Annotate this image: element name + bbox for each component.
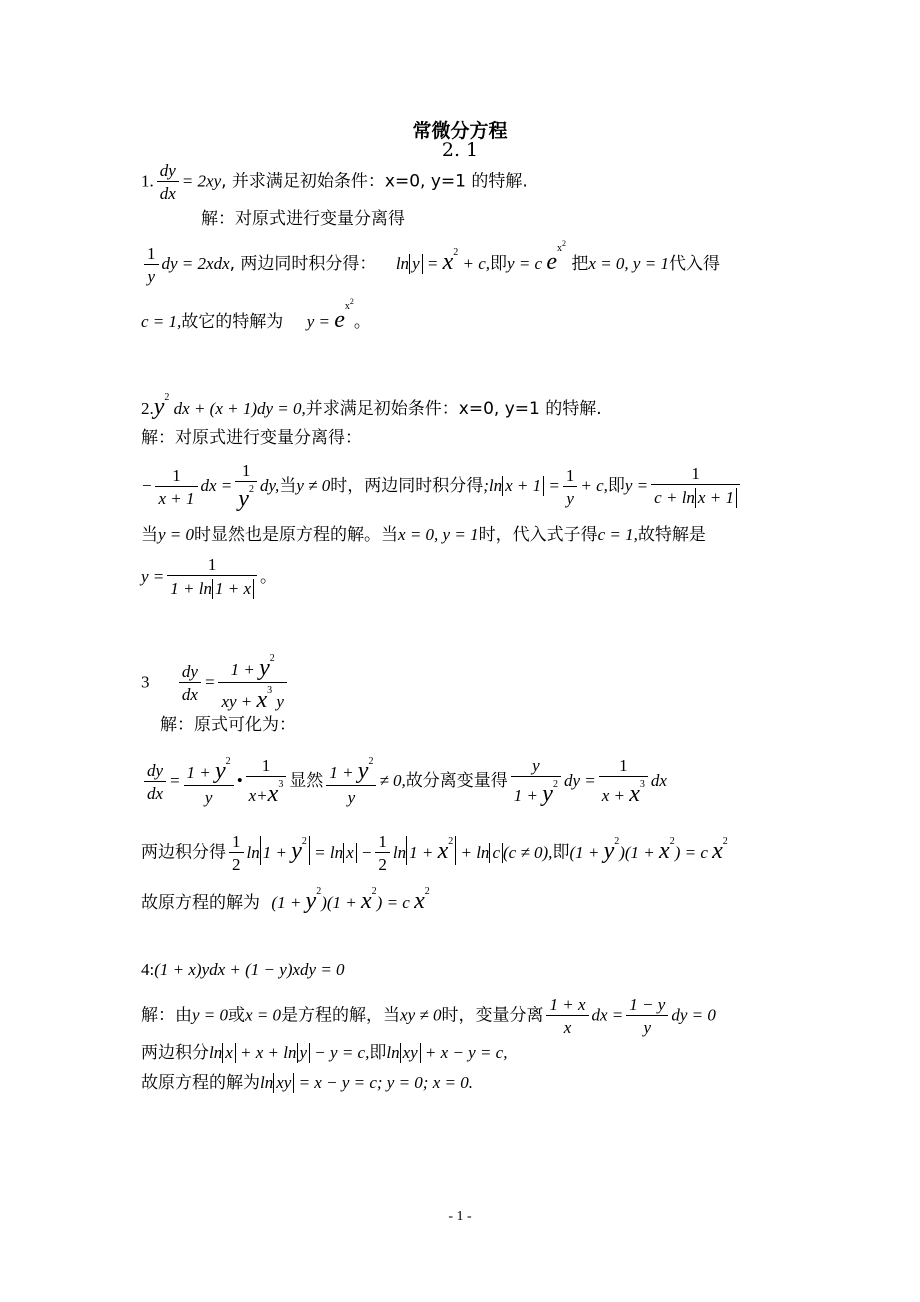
page-number: - 1 - xyxy=(448,1209,472,1224)
problem-2-solve-intro: 解：对原式进行变量分离得： xyxy=(141,428,362,448)
problem-1-integration: $\frac{1}{y}$ dy = 2xdx, 两边同时积分得： $\ln y = x^2 + c$,即y = c $e^{x^2}$ 把x = 0, y = 1代入得 xyxy=(141,240,720,285)
problem-3-solve-intro: 解：原式可化为： xyxy=(160,715,296,735)
problem-1-result: c = 1,故它的特解为 $y = e^{x^2}$。 xyxy=(141,297,371,333)
section-number: 2. 1 xyxy=(441,139,479,161)
problem-3-result: 故原方程的解为 $(1 + y^2)(1 + x^2) = c$ $x^2$ xyxy=(141,886,430,914)
problem-4-statement: 4:(1 + x)ydx + (1 − y)xdy = 0 xyxy=(141,960,345,979)
problem-4-result: 故原方程的解为ln xy = x − y = c; y = 0; x = 0. xyxy=(141,1073,473,1093)
problem-3-integration: 两边积分得 $\frac{1}{2}$ $\ln 1 + y^2 = \ln x$ − $\frac{1}{2}$ $\ln 1 + x^2 + \ln c$ (c ≠ 0),即$(1 + y^2)(1 + x^2) = c$ $x^2$ xyxy=(141,832,728,874)
problem-1-statement: 1. $\frac{dy}{dx}$ = 2xy, 并求满足初始条件：x=0, y=1 的特解. xyxy=(141,161,528,203)
problem-4-separation: 解：由y = 0或x = 0是方程的解，当xy ≠ 0时，变量分离 $\frac{1 + x}{x}$ dx = $\frac{1 - y}{y}$ dy = 0 xyxy=(141,995,716,1037)
problem-2-statement: $2.y^2$ dx + (x + 1)dy = 0,并求满足初始条件：x=0, y=1 的特解. xyxy=(141,392,602,420)
problem-3-statement: 3 $\frac{dy}{dx}$ = $\frac{1 + y^2}{xy + x^3 y}$ xyxy=(141,654,290,712)
problem-3-separation: $\frac{dy}{dx}$ = $\frac{1 + y^2}{y}$ • $\frac{1}{x+x^3}$ 显然 $\frac{1 + y^2}{y}$ ≠ 0,故分离变量得 $\frac{y}{1 + y^2}$ dy = $\frac{1}{x + x^3}$ dx xyxy=(141,757,667,806)
problem-2-integration: − $\frac{1}{x + 1}$ dx = $\frac{1}{y^2}$ dy,当y ≠ 0时，两边同时积分得;ln x + 1 = $\frac{1}{y}$ + c,即y = $\frac{1}{\text{c + ln x + 1}}$ xyxy=(141,462,743,511)
problem-4-integration: 两边积分ln x + x + ln y − y = c,即ln xy + x − y = c, xyxy=(141,1043,508,1063)
document-title: 常微分方程 xyxy=(412,120,508,142)
problem-2-result: y = $\frac{1}{1 + \ln 1 + x}$ 。 xyxy=(141,555,278,598)
problem-1-solve-intro: 解：对原式进行变量分离得 xyxy=(201,209,405,229)
problem-2-special-case: 当y = 0时显然也是原方程的解。当x = 0, y = 1时，代入式子得c = 1,故特解是 xyxy=(141,525,706,545)
